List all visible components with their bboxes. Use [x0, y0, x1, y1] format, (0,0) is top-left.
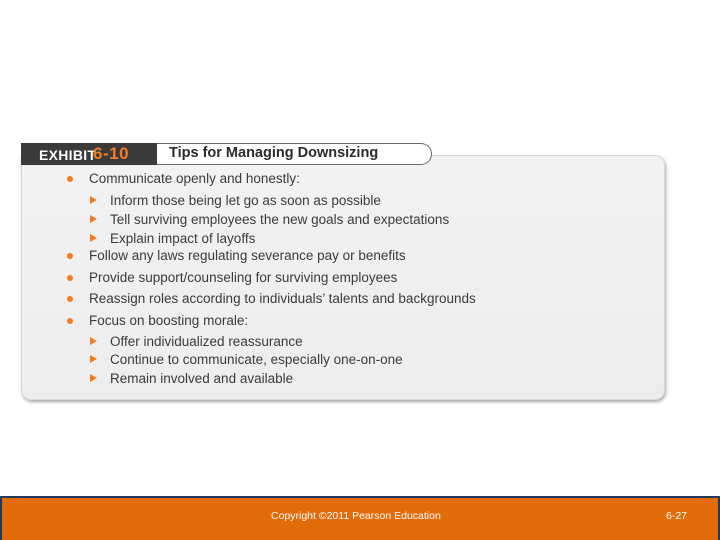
- tip-text: Tell surviving employees the new goals and expectations: [110, 212, 450, 227]
- exhibit-title-box: [157, 143, 432, 165]
- bullet-dot-icon: [67, 253, 73, 259]
- bullet-dot-icon: [67, 318, 73, 324]
- copyright-text: Copyright ©2011 Pearson Education: [271, 510, 441, 522]
- exhibit-header: [21, 143, 433, 165]
- tip-text: Communicate openly and honestly:: [89, 171, 300, 186]
- exhibit-number: 6-10: [93, 144, 130, 163]
- tip-text: Continue to communicate, especially one-on-one: [110, 352, 403, 367]
- exhibit-label-box: [21, 143, 157, 165]
- tip-text: Follow any laws regulating severance pay or benefits: [89, 248, 406, 263]
- page-number: 6-27: [666, 510, 688, 522]
- bullet-arrow-icon: [90, 234, 97, 242]
- bullet-arrow-icon: [90, 215, 97, 223]
- tip-text: Provide support/counseling for surviving employees: [89, 270, 398, 285]
- exhibit-title: Tips for Managing Downsizing: [169, 145, 379, 161]
- bullet-dot-icon: [67, 176, 73, 182]
- bullet-arrow-icon: [90, 337, 97, 345]
- tip-text: Focus on boosting morale:: [89, 313, 249, 328]
- tip-text: Offer individualized reassurance: [110, 334, 303, 349]
- exhibit-label: EXHIBIT: [39, 147, 97, 163]
- tip-text: Explain impact of layoffs: [110, 231, 256, 246]
- footer-bar: [0, 496, 720, 540]
- bullet-dot-icon: [67, 296, 73, 302]
- bullet-arrow-icon: [90, 355, 97, 363]
- bullet-arrow-icon: [90, 196, 97, 204]
- tip-text: Remain involved and available: [110, 371, 294, 386]
- bullet-arrow-icon: [90, 374, 97, 382]
- tip-text: Inform those being let go as soon as possible: [110, 193, 381, 208]
- bullet-dot-icon: [67, 275, 73, 281]
- tip-text: Reassign roles according to individuals’ talents and backgrounds: [89, 291, 476, 306]
